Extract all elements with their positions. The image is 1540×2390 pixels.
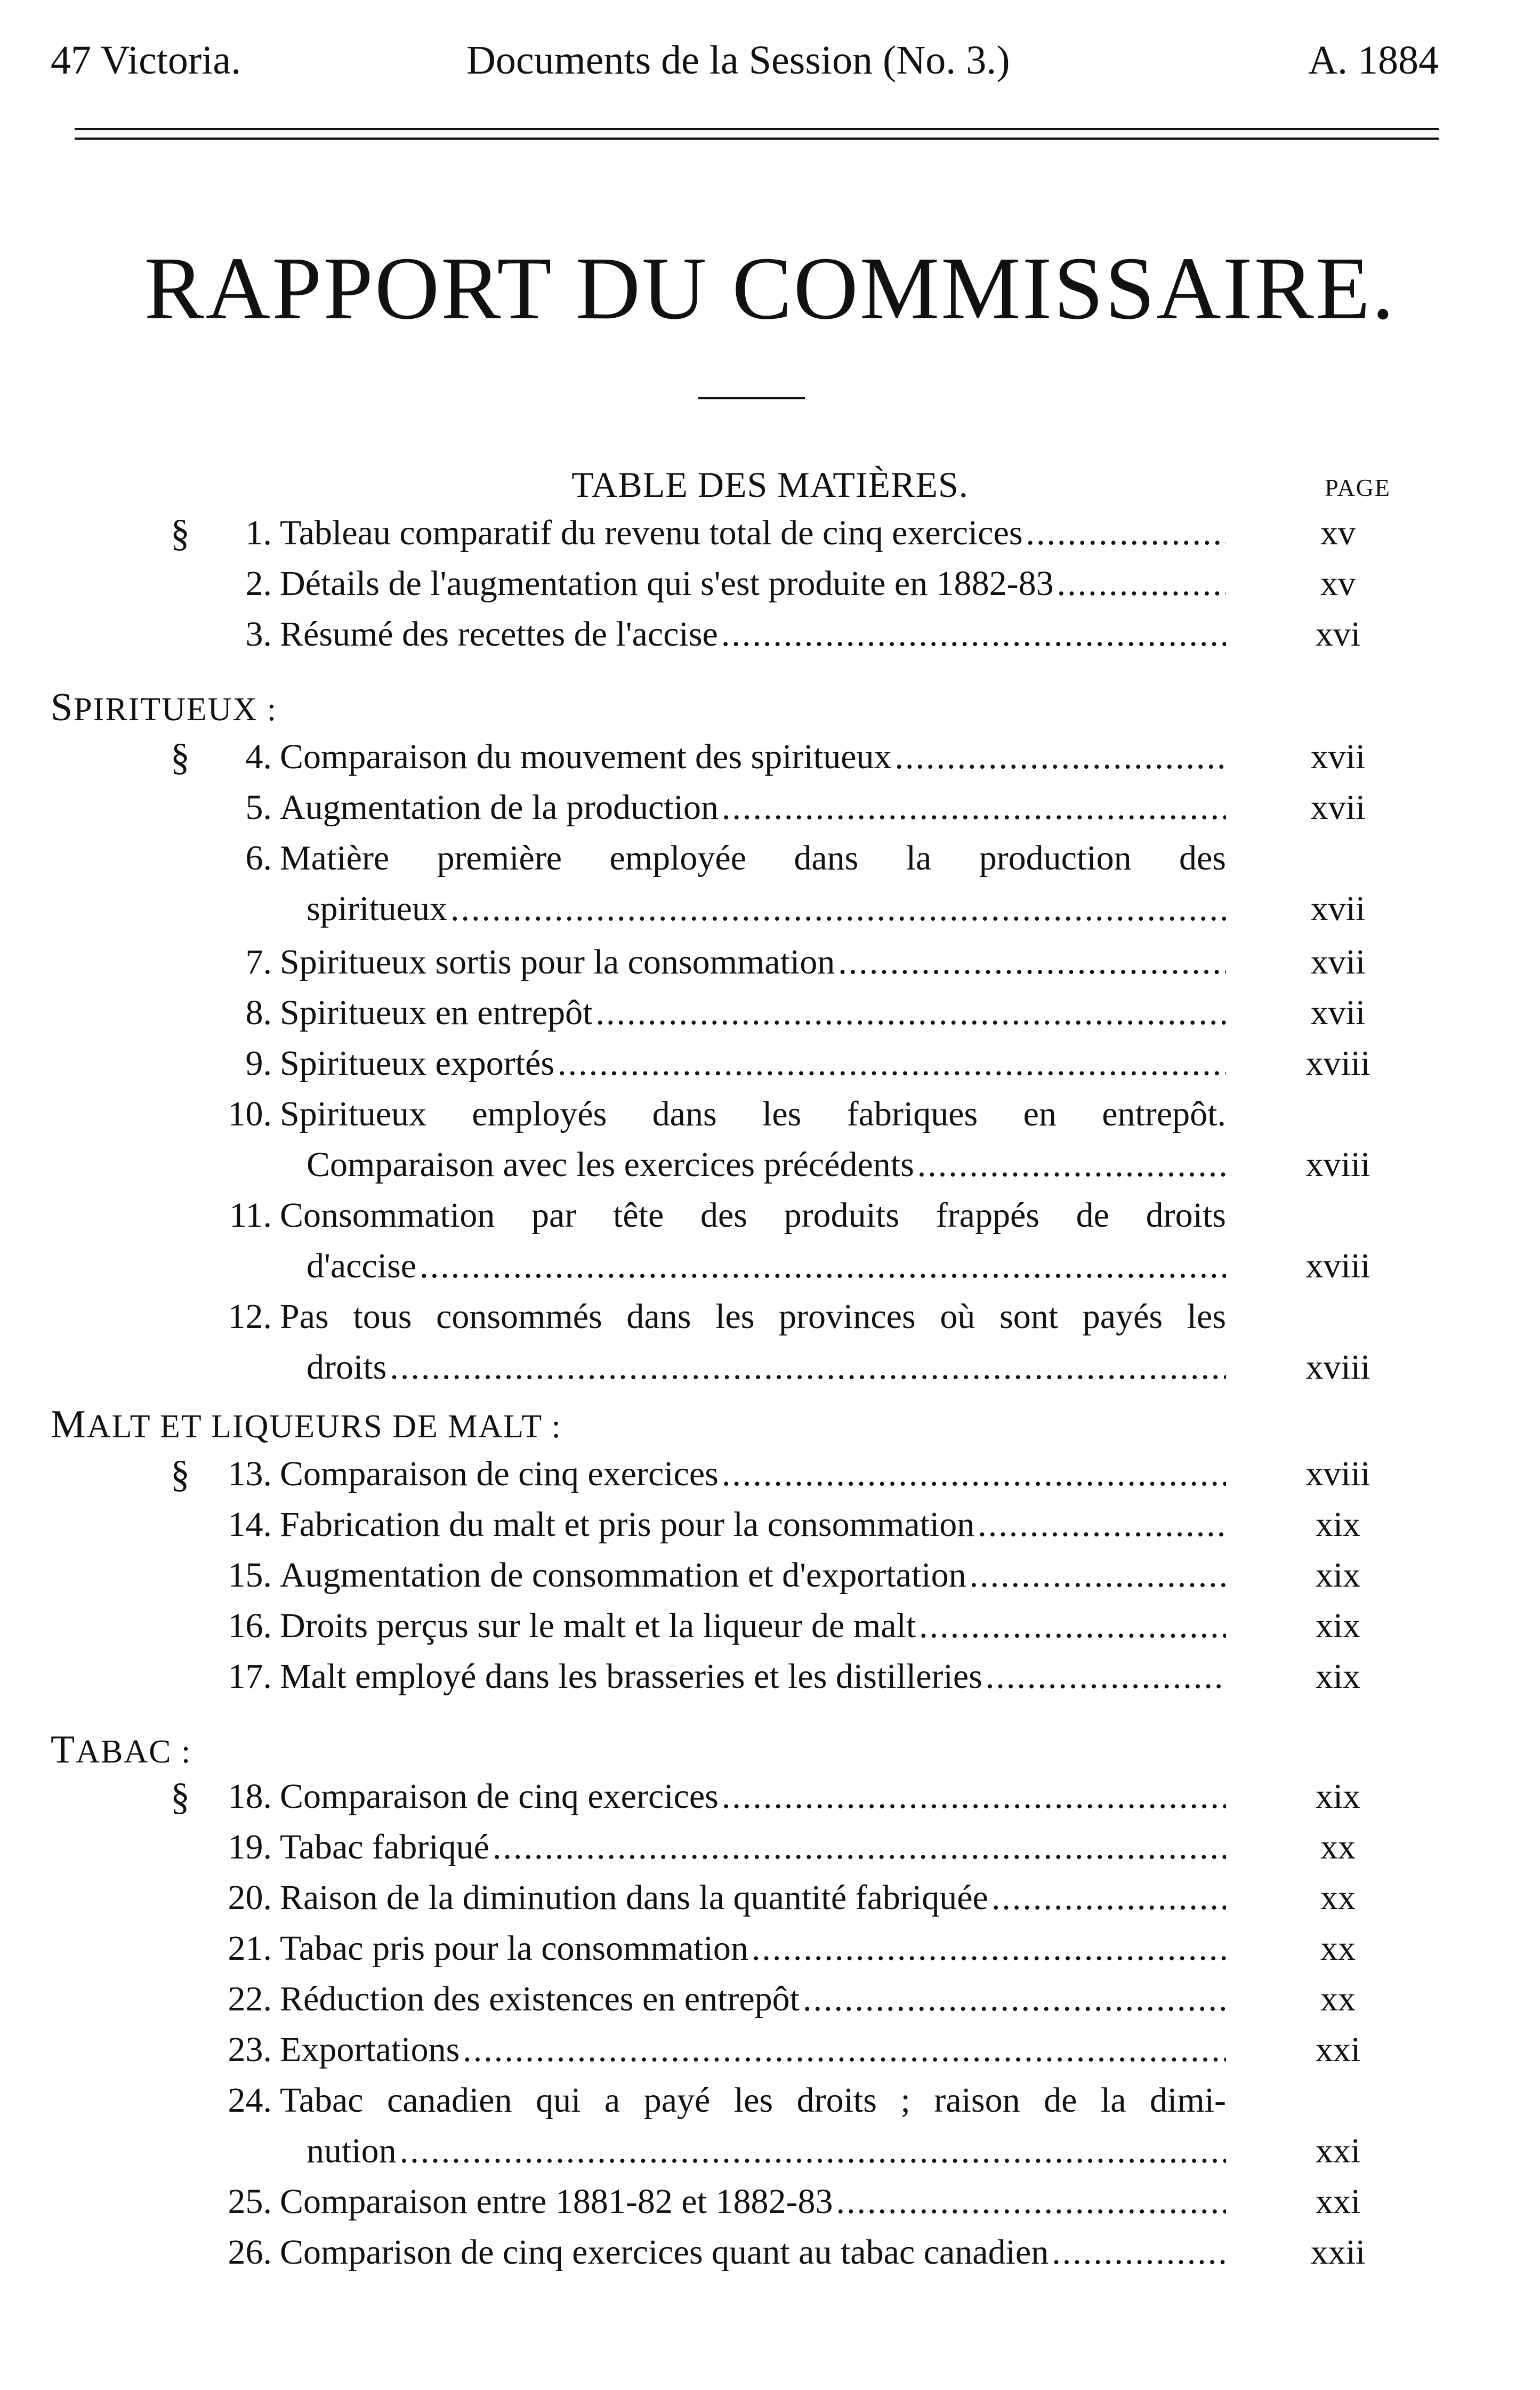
toc-entry-page: xx (1320, 1828, 1356, 1866)
toc-entry-title: Spiritueux employés dans les fabriques en entrepôt. (280, 1095, 1226, 1133)
toc-entry-title: Comparison de cinq exercices quant au tabac canadien (280, 2233, 1049, 2272)
toc-entry-page: xxi (1315, 2182, 1361, 2221)
toc-entry-text (307, 2127, 1226, 2175)
toc-entry-continuation (0, 1343, 1540, 1391)
toc-entry-page: xvii (1310, 993, 1366, 1032)
toc-entry-number: 19. (228, 1828, 272, 1866)
dot-leader (966, 1551, 1226, 1599)
toc-entry-number: 1. (245, 513, 272, 552)
toc-entry (0, 2026, 1540, 2074)
toc-entry-text (280, 1925, 1226, 1973)
toc-entry-title-continued: spiritueux (307, 889, 447, 928)
toc-entry-number: 14. (228, 1505, 272, 1544)
dot-leader (974, 1501, 1226, 1549)
toc-entry-number: 23. (228, 2030, 272, 2069)
toc-entry-page: xxii (1310, 2233, 1366, 2272)
paragraph-symbol: § (171, 1775, 190, 1818)
toc-entry-title: Tableau comparatif du revenu total de cinq exercices (280, 513, 1023, 552)
dot-leader (718, 610, 1226, 658)
toc-entry-page: xviii (1305, 1348, 1370, 1387)
toc-entry-text (280, 2228, 1226, 2276)
toc-entry (0, 1450, 1540, 1498)
toc-entry (0, 1874, 1540, 1922)
toc-entry (0, 1653, 1540, 1701)
toc-entry-title: Augmentation de consommation et d'exportation (280, 1556, 966, 1595)
dot-leader (459, 2026, 1226, 2074)
dot-leader (988, 1874, 1226, 1922)
toc-entry-text (307, 1343, 1226, 1391)
toc-entry-continuation (0, 1141, 1540, 1189)
toc-entry (0, 1823, 1540, 1871)
toc-entry-number: 12. (228, 1297, 272, 1336)
toc-entry (0, 1040, 1540, 1088)
toc-entry (0, 938, 1540, 986)
toc-entry-title: Tabac pris pour la consommation (280, 1929, 748, 1968)
section-label-spiritueux (51, 685, 277, 730)
toc-entry-text (307, 885, 1226, 933)
toc-entry-page: xix (1315, 1606, 1361, 1645)
toc-entry-text (280, 2077, 1226, 2125)
toc-entry-text (280, 1090, 1226, 1138)
toc-entry-title: Spiritueux en entrepôt (280, 993, 593, 1032)
toc-entry-title: Spiritueux sortis pour la consommation (280, 943, 835, 981)
toc-entry-text (280, 1501, 1226, 1549)
toc-entry-page: xvii (1310, 943, 1366, 981)
toc-entry-page: xv (1320, 564, 1356, 603)
toc-entry-page: xviii (1305, 1454, 1370, 1493)
toc-entry (0, 1551, 1540, 1599)
page-column-label: PAGE (1325, 474, 1391, 501)
toc-entry-page: xx (1320, 1929, 1356, 1968)
toc-entry-page: xvii (1310, 737, 1366, 776)
toc-entry-text (280, 733, 1226, 781)
header-year: A. 1884 (1308, 38, 1439, 83)
toc-entry (0, 2077, 1540, 2125)
toc-entry-number: 18. (228, 1777, 272, 1816)
toc-entry-text (280, 1192, 1226, 1240)
toc-entry-text (280, 1551, 1226, 1599)
toc-entry (0, 784, 1540, 832)
toc-entry-number: 11. (229, 1196, 272, 1235)
toc-entry-text (280, 989, 1226, 1037)
dot-leader (916, 1602, 1226, 1650)
toc-entry-text (307, 1141, 1226, 1189)
toc-entry-title: Exportations (280, 2030, 460, 2069)
toc-entry-page: xviii (1305, 1145, 1370, 1184)
toc-entry-text (280, 610, 1226, 658)
toc-entry (0, 989, 1540, 1037)
section-label-initial: T (51, 1728, 76, 1772)
dot-leader (800, 1975, 1226, 2023)
toc-entry-title: Raison de la diminution dans la quantité fabriquée (280, 1878, 988, 1917)
dot-leader (719, 1450, 1226, 1498)
toc-entry-text (280, 1040, 1226, 1088)
toc-entry-number: 3. (245, 615, 272, 654)
toc-entry-title: Résumé des recettes de l'accise (280, 615, 718, 654)
section-label-malt (51, 1402, 562, 1447)
toc-entry-text (280, 784, 1226, 832)
toc-entry-title-continued: Comparaison avec les exercices précédents (307, 1145, 914, 1184)
toc-entry-title: Comparaison entre 1881-82 et 1882-83 (280, 2182, 833, 2221)
toc-entry-text (280, 1602, 1226, 1650)
toc-entry-page: xx (1320, 1878, 1356, 1917)
toc-entry-title: Matière première employée dans la production des (280, 839, 1226, 878)
toc-entry-text (280, 1293, 1226, 1341)
dot-leader (914, 1141, 1226, 1189)
toc-entry-title: Fabrication du malt et pris pour la consommation (280, 1505, 975, 1544)
header-document-title: Documents de la Session (No. 3.) (466, 38, 1010, 83)
toc-entry-text (280, 2026, 1226, 2074)
toc-entry (0, 1501, 1540, 1549)
toc-entry-text (280, 834, 1226, 882)
dot-leader (719, 1773, 1226, 1821)
dot-leader (1054, 560, 1226, 608)
dot-leader (593, 989, 1226, 1037)
toc-entry (0, 560, 1540, 608)
toc-entry-number: 10. (228, 1095, 272, 1133)
toc-entry-page: xvii (1310, 889, 1366, 928)
dot-leader (447, 885, 1226, 933)
toc-entry (0, 834, 1540, 882)
toc-entry-title-continued: droits (307, 1348, 387, 1387)
dot-leader (386, 1343, 1226, 1391)
toc-entry-number: 8. (245, 993, 272, 1032)
toc-entry-title-continued: nution (307, 2131, 397, 2170)
toc-entry (0, 2178, 1540, 2226)
section-label-tabac (51, 1727, 191, 1773)
toc-entry-title: Tabac canadien qui a payé les droits ; raison de la dimi- (280, 2081, 1226, 2120)
toc-entry-text (280, 1823, 1226, 1871)
toc-entry-title: Comparaison de cinq exercices (280, 1777, 719, 1816)
dot-leader (1049, 2228, 1226, 2276)
toc-entry-title: Comparaison du mouvement des spiritueux (280, 737, 892, 776)
toc-entry-title: Augmentation de la production (280, 788, 719, 827)
toc-entry-text (280, 1874, 1226, 1922)
toc-entry-title: Malt employé dans les brasseries et les distilleries (280, 1657, 982, 1696)
dot-leader (416, 1242, 1226, 1290)
toc-entry-page: xvii (1310, 788, 1366, 827)
section-label-rest: ALT ET LIQUEURS DE MALT : (86, 1409, 562, 1445)
dot-leader (833, 2178, 1226, 2226)
toc-entry-text (280, 1773, 1226, 1821)
toc-entry-title: Spiritueux exportés (280, 1044, 555, 1083)
toc-entry-number: 22. (228, 1979, 272, 2018)
toc-entry-text (307, 1242, 1226, 1290)
toc-entry-number: 21. (228, 1929, 272, 1968)
toc-entry-number: 7. (245, 943, 272, 981)
toc-entry-title: Tabac fabriqué (280, 1828, 489, 1866)
paragraph-symbol: § (171, 512, 190, 554)
toc-entry-title: Réduction des existences en entrepôt (280, 1979, 800, 2018)
dot-leader (397, 2127, 1226, 2175)
toc-entry-continuation (0, 1242, 1540, 1290)
toc-entry (0, 610, 1540, 658)
toc-entry (0, 1925, 1540, 1973)
section-label-initial: S (51, 686, 74, 729)
toc-entry-text (280, 1653, 1226, 1701)
paragraph-symbol: § (171, 736, 190, 778)
dot-leader (748, 1925, 1226, 1973)
dot-leader (835, 938, 1226, 986)
toc-entry (0, 1293, 1540, 1341)
toc-entry-page: xvi (1315, 615, 1361, 654)
header-regnal-year: 47 Victoria. (51, 38, 241, 83)
toc-entry-continuation (0, 885, 1540, 933)
dot-leader (1023, 509, 1226, 557)
toc-heading: TABLE DES MATIÈRES. (571, 464, 969, 505)
toc-entry-title-continued: d'accise (307, 1246, 417, 1285)
toc-entry-page: xv (1320, 513, 1356, 552)
section-label-rest: ABAC : (76, 1734, 192, 1770)
dot-leader (489, 1823, 1226, 1871)
toc-entry-number: 4. (245, 737, 272, 776)
toc-entry-page: xviii (1305, 1246, 1370, 1285)
toc-entry-page: xxi (1315, 2030, 1361, 2069)
toc-entry (0, 1975, 1540, 2023)
toc-entry (0, 733, 1540, 781)
toc-entry-number: 13. (228, 1454, 272, 1493)
toc-entry-text (280, 1450, 1226, 1498)
toc-entry (0, 1090, 1540, 1138)
toc-entry (0, 1192, 1540, 1240)
toc-entry-page: xix (1315, 1505, 1361, 1544)
toc-entry-text (280, 1975, 1226, 2023)
dot-leader (982, 1653, 1226, 1701)
section-label-rest: PIRITUEUX : (74, 691, 278, 728)
toc-entry-title: Comparaison de cinq exercices (280, 1454, 719, 1493)
toc-entry-number: 2. (245, 564, 272, 603)
toc-entry-text (280, 509, 1226, 557)
toc-entry (0, 509, 1540, 557)
toc-entry-page: xix (1315, 1777, 1361, 1816)
dot-leader (554, 1040, 1226, 1088)
toc-entry-number: 6. (245, 839, 272, 878)
toc-entry (0, 1773, 1540, 1821)
toc-entry-page: xix (1315, 1556, 1361, 1595)
toc-entry-title: Droits perçus sur le malt et la liqueur de malt (280, 1606, 916, 1645)
toc-entry-title: Pas tous consommés dans les provinces où sont payés les (280, 1297, 1226, 1336)
toc-entry-number: 26. (228, 2233, 272, 2272)
toc-entry-page: xix (1315, 1657, 1361, 1696)
toc-entry-continuation (0, 2127, 1540, 2175)
toc-entry (0, 2228, 1540, 2276)
toc-entry-number: 25. (228, 2182, 272, 2221)
toc-entry-text (280, 560, 1226, 608)
toc-entry-page: xviii (1305, 1044, 1370, 1083)
page-title: RAPPORT DU COMMISSAIRE. (144, 239, 1396, 338)
toc-entry-text (280, 2178, 1226, 2226)
toc-entry-page: xxi (1315, 2131, 1361, 2170)
toc-entry-number: 9. (245, 1044, 272, 1083)
toc-entry-number: 17. (228, 1657, 272, 1696)
dot-leader (719, 784, 1226, 832)
toc-entry-number: 5. (245, 788, 272, 827)
toc-entry-number: 20. (228, 1878, 272, 1917)
toc-entry (0, 1602, 1540, 1650)
toc-entry-page: xx (1320, 1979, 1356, 2018)
section-label-initial: M (51, 1403, 87, 1446)
toc-entry-title: Détails de l'augmentation qui s'est produite en 1882-83 (280, 564, 1054, 603)
toc-entry-number: 16. (228, 1606, 272, 1645)
toc-entry-title: Consommation par tête des produits frappés de droits (280, 1196, 1226, 1235)
toc-entry-number: 15. (228, 1556, 272, 1595)
toc-entry-number: 24. (228, 2081, 272, 2120)
paragraph-symbol: § (171, 1453, 190, 1495)
dot-leader (892, 733, 1227, 781)
toc-entry-text (280, 938, 1226, 986)
